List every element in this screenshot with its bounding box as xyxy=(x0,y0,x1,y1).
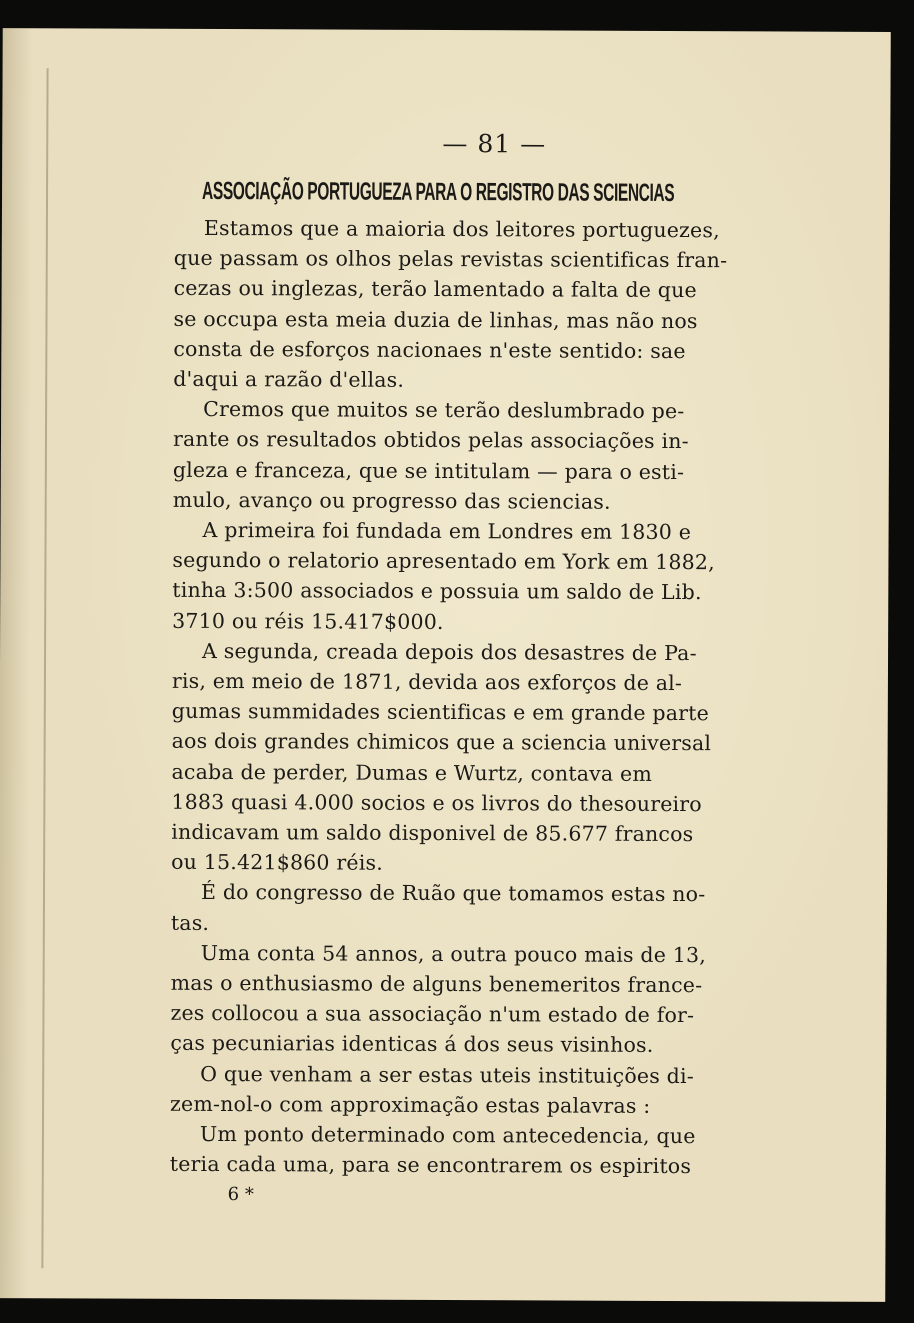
text-line: mulo, avanço ou progresso das sciencias. xyxy=(172,487,611,514)
text-line: tas. xyxy=(170,910,210,935)
text-line: teria cada uma, para se encontrarem os espiritos xyxy=(169,1152,692,1179)
paragraph-7 xyxy=(170,1058,790,1121)
text-line: A primeira foi fundada em Londres em 1830 e xyxy=(202,517,692,545)
article-heading: ASSOCIAÇÃO PORTUGUEZA PARA O REGISTRO DAS SCIENCIAS xyxy=(202,176,675,208)
text-line: Um ponto determinado com antecedencia, que xyxy=(199,1122,696,1149)
page-sheet xyxy=(0,28,891,1302)
text-line: Cremos que muitos se terão deslumbrado pe- xyxy=(203,397,685,424)
page-text-block xyxy=(170,117,795,1210)
text-line: aos dois grandes chimicos que a sciencia universal xyxy=(171,729,712,756)
paragraph-5 xyxy=(171,877,791,940)
text-line: cezas ou inglezas, terão lamentado a falta de que xyxy=(173,276,697,303)
text-line: 3710 ou réis 15.417$000. xyxy=(172,608,444,634)
text-line: ças pecuniarias identicas á dos seus visinhos. xyxy=(170,1031,654,1058)
text-line: Uma conta 54 annos, a outra pouco mais de 13, xyxy=(200,940,707,968)
paragraph-2 xyxy=(173,394,794,518)
text-line: segundo o relatorio apresentado em York em 1882, xyxy=(172,548,715,575)
text-line: 1883 quasi 4.000 socios e os livros do thesoureiro xyxy=(171,789,702,816)
text-line: que passam os olhos pelas revistas scientificas fran- xyxy=(173,246,728,273)
text-line: mas o enthusiasmo de alguns benemeritos france- xyxy=(170,970,703,998)
paragraph-4 xyxy=(171,636,792,880)
text-line: consta de esforços nacionaes n'este sentido: sae xyxy=(173,336,686,363)
text-line: gleza e franceza, que se intitulam — para o esti- xyxy=(172,457,685,484)
text-line: O que venham a ser estas uteis instituições di- xyxy=(200,1061,694,1088)
paragraph-3 xyxy=(172,515,793,639)
text-line: gumas summidades scientificas e em grande parte xyxy=(171,699,709,726)
text-line: É do congresso de Ruão que tomamos estas no- xyxy=(200,880,706,907)
text-line: d'aqui a razão d'ellas. xyxy=(173,366,405,392)
text-line: se occupa esta meia duzia de linhas, mas não nos xyxy=(173,306,698,333)
text-line: ou 15.421$860 réis. xyxy=(171,850,384,876)
text-line: rante os resultados obtidos pelas associações in- xyxy=(172,427,689,454)
text-line: zes collocou a sua associação n'um estado de for- xyxy=(170,1001,695,1028)
text-line: tinha 3:500 associados e possuia um saldo de Lib. xyxy=(172,578,702,605)
page-number: — 81 — xyxy=(442,128,547,159)
paragraph-8 xyxy=(170,1119,790,1182)
paragraph-6 xyxy=(170,938,791,1062)
text-line: acaba de perder, Dumas e Wurtz, contava em xyxy=(171,759,653,786)
text-line: ris, em meio de 1871, devida aos exforços de al- xyxy=(171,668,683,696)
paragraph-1 xyxy=(173,213,794,397)
signature-mark: 6 * xyxy=(227,1183,254,1205)
text-line: Estamos que a maioria dos leitores portuguezes, xyxy=(203,215,720,243)
binding-gutter xyxy=(41,68,48,1268)
text-line: zem-nol-o com approximação estas palavras : xyxy=(170,1091,651,1118)
text-line: indicavam um saldo disponivel de 85.677 francos xyxy=(171,819,694,847)
text-line: A segunda, creada depois dos desastres de Pa- xyxy=(202,638,697,665)
